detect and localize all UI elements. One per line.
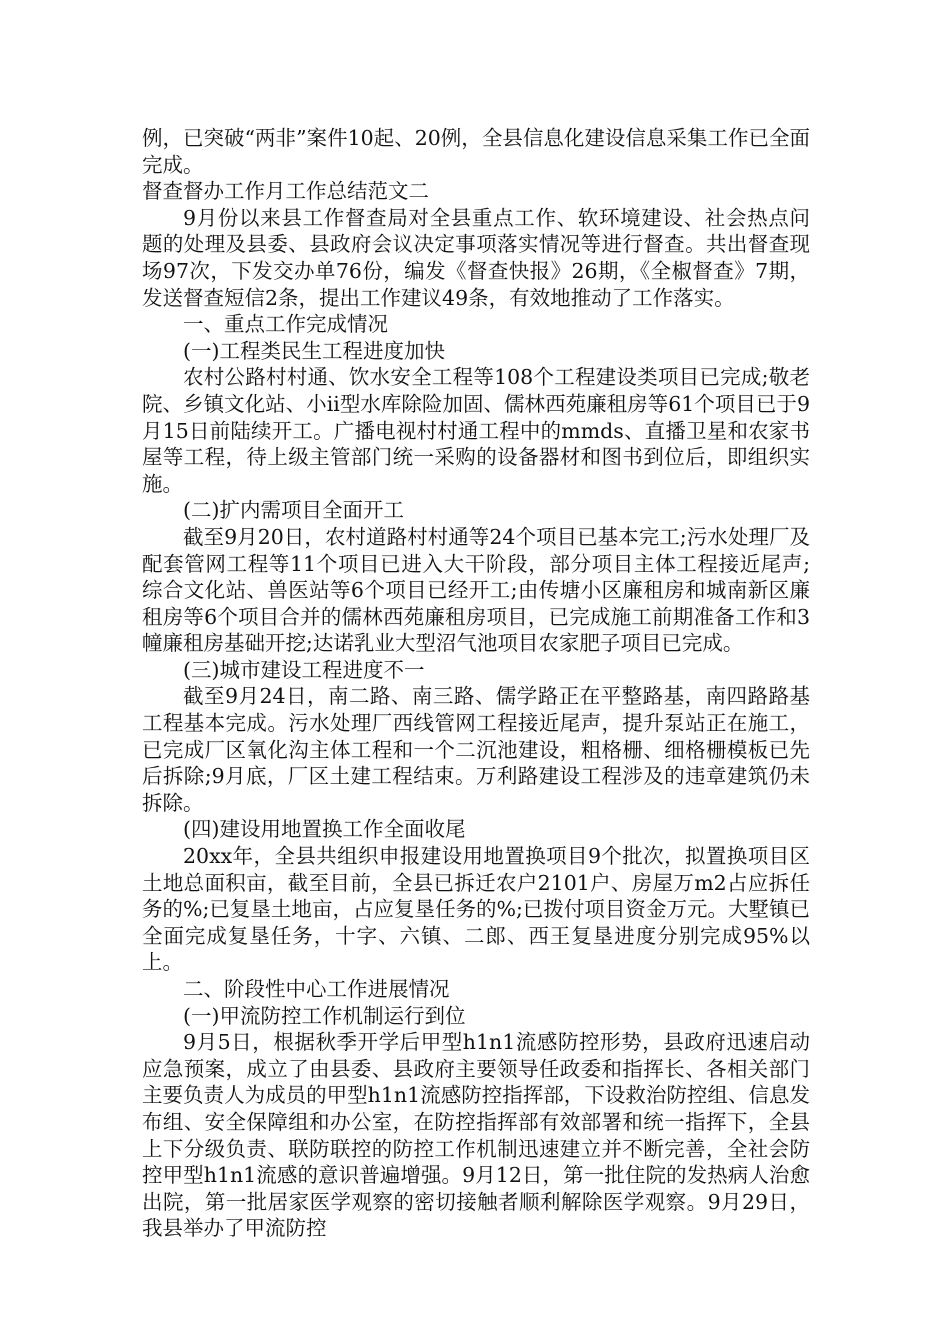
paragraph-7: 截至9月20日，农村道路村村通等24个项目已基本完工;污水处理厂及配套管网工程等11个项目已进入大干阶段，部分项目主体工程接近尾声;综合文化站、兽医站等6个项目已经开工;由传塘小区廉租房和城南新区廉租房等6个项目合并的儒林西苑廉租房项目，已完成施工前期准备工作和3幢廉租房基础开挖;达诺乳业大型沼气池项目农家肥子项目已完成。 bbox=[142, 524, 810, 656]
subheading-4: (四)建设用地置换工作全面收尾 bbox=[183, 817, 466, 842]
heading-key-work: 一、重点工作完成情况 bbox=[183, 312, 388, 337]
document-page bbox=[142, 125, 810, 1242]
paragraph-5: 农村公路村村通、饮水安全工程等108个工程建设类项目已完成;敬老院、乡镇文化站、小ii型水库除险加固、儒林西苑廉租房等61个项目已于9月15日前陆续开工。广播电视村村通工程中的mmds、直播卫星和农家书屋等工程，待上级主管部门统一采购的设备器材和图书到位后，即组织实施。 bbox=[142, 365, 810, 496]
heading-stage-work: 二、阶段性中心工作进展情况 bbox=[183, 977, 450, 1001]
paragraph-0: 例，已突破“两非”案件10起、20例，全县信息化建设信息采集工作已全面完成。 bbox=[142, 126, 810, 177]
subheading-3: (三)城市建设工程进度不一 bbox=[183, 657, 425, 682]
subheading-2: (二)扩内需项目全面开工 bbox=[183, 498, 404, 523]
subheading-1: (一)工程类民生工程进度加快 bbox=[183, 338, 445, 363]
section-heading-fanwen-er: 督查督办工作月工作总结范文二 bbox=[142, 179, 429, 204]
paragraph-14: 9月5日，根据秋季开学后甲型h1n1流感防控形势，县政府迅速启动应急预案，成立了由县委、县政府主要领导任政委和指挥长、各相关部门主要负责人为成员的甲型h1n1流感防控指挥部，下设救治防控组、信息发布组、安全保障组和办公室，在防控指挥部有效部署和统一指挥下，全县上下分级负责、联防联控的防控工作机制迅速建立并不断完善，全社会防控甲型h1n1流感的意识普遍增强。9月12日，第一批住院的发热病人治愈出院，第一批居家医学观察的密切接触者顺利解除医学观察。9月29日，我县举办了甲流防控 bbox=[142, 1030, 810, 1241]
paragraph-11: 20xx年，全县共组织申报建设用地置换项目9个批次，拟置换项目区土地总面积亩，截至目前，全县已拆迁农户2101户、房屋万m2占应拆任务的%;已复垦土地亩，占应复垦任务的%;已拨付项目资金万元。大墅镇已全面完成复垦任务，十字、六镇、二郎、西王复垦进度分别完成95%以上。 bbox=[142, 844, 810, 975]
paragraph-2: 9月份以来县工作督查局对全县重点工作、软环境建设、社会热点问题的处理及县委、县政府会议决定事项落实情况等进行督查。共出督查现场97次，下发交办单76份，编发《督查快报》26期，《全椒督查》7期，发送督查短信2条，提出工作建议49条，有效地推动了工作落实。 bbox=[142, 205, 810, 310]
paragraph-9: 截至9月24日，南二路、南三路、儒学路正在平整路基，南四路路基工程基本完成。污水处理厂西线管网工程接近尾声，提升泵站正在施工，已完成厂区氧化沟主体工程和一个二沉池建设，粗格栅、细格栅模板已先后拆除;9月底，厂区土建工程结束。万利路建设工程涉及的违章建筑仍未拆除。 bbox=[142, 684, 810, 815]
subheading-5: (一)甲流防控工作机制运行到位 bbox=[183, 1003, 466, 1028]
